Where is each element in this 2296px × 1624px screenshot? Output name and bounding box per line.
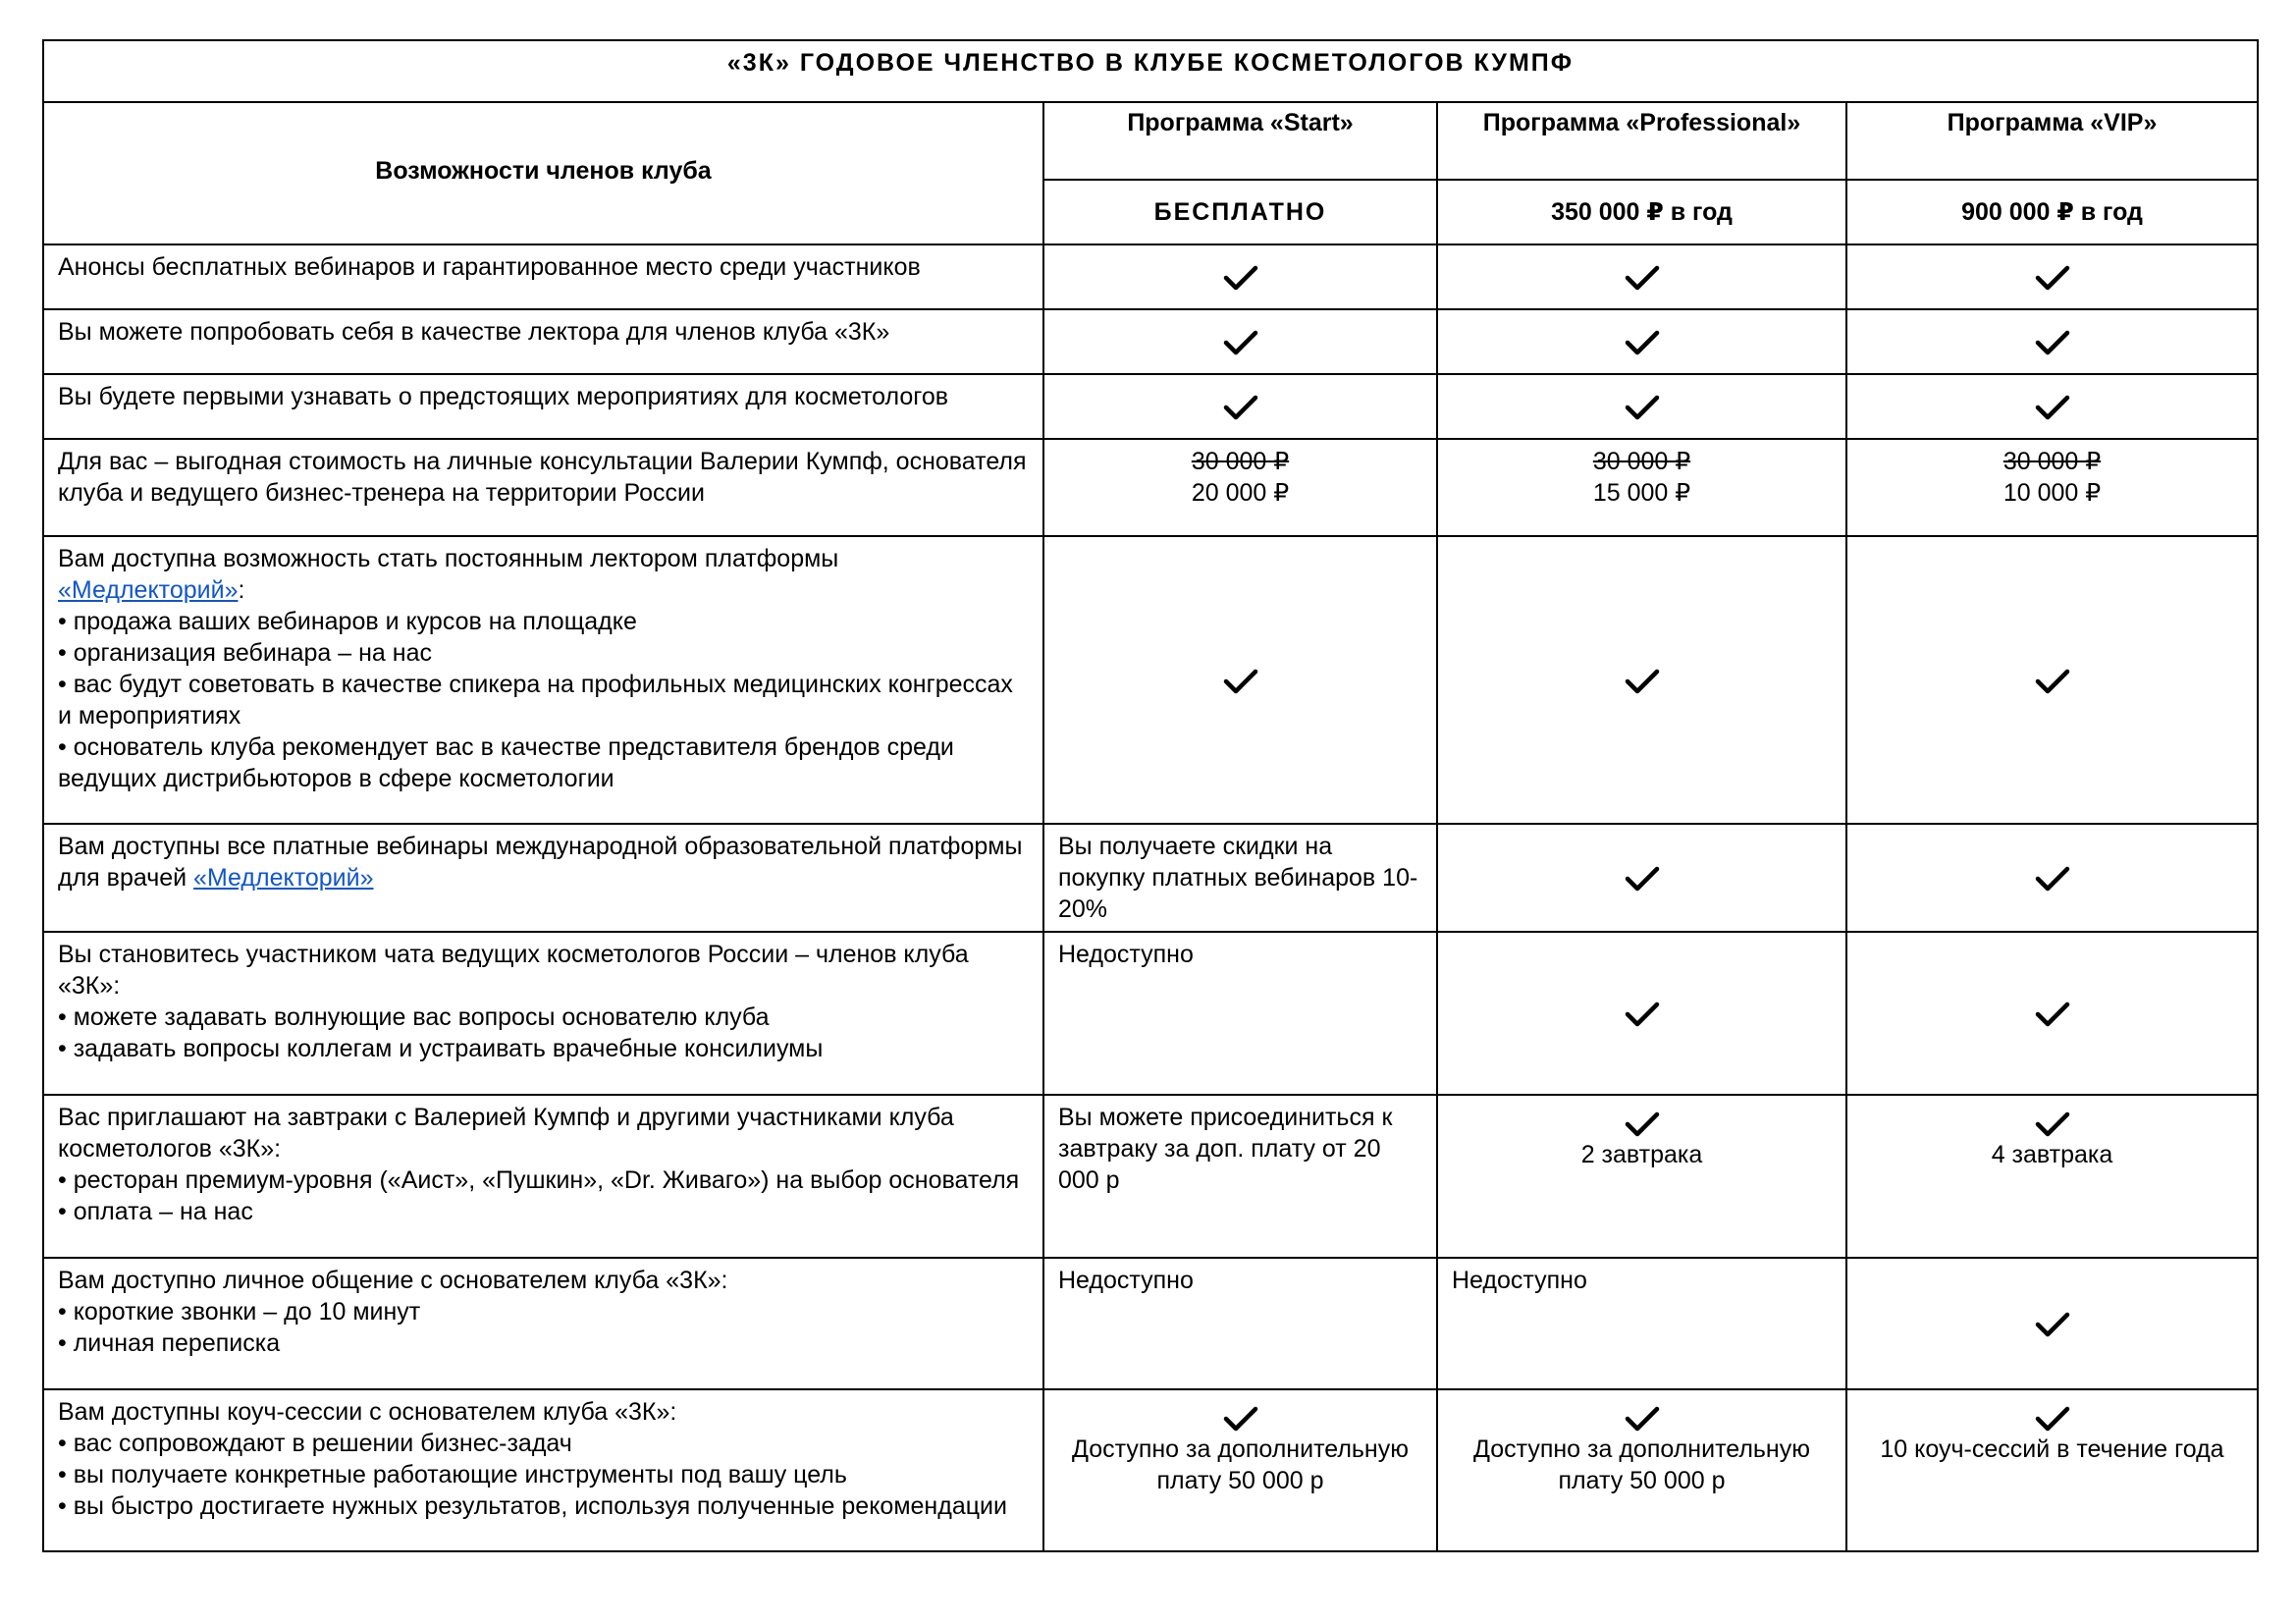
- medlektoriy-link[interactable]: «Медлекторий»: [193, 864, 374, 892]
- professional-cell: [1437, 824, 1846, 932]
- bullet-item: • личная переписка: [58, 1329, 281, 1357]
- bullet-item: • вы быстро достигаете нужных результатов, используя полученные рекомендации: [58, 1492, 1007, 1520]
- bullet-item: • основатель клуба рекомендует вас в качестве представителя брендов среди ведущих дистрибьюторов в сфере косметологии: [58, 733, 954, 792]
- table-row: [43, 536, 2258, 824]
- vip-cell: [1846, 1258, 2258, 1389]
- feature-cell: [43, 824, 1043, 932]
- check-icon: [2034, 1110, 2071, 1137]
- professional-cell: [1437, 932, 1846, 1095]
- feature-intro: Вам доступны коуч-сессии с основателем клуба «3К»:: [58, 1398, 677, 1426]
- feature-cell: [43, 932, 1043, 1095]
- check-icon: [1222, 393, 1259, 420]
- bullet-item: • вы получаете конкретные работающие инструменты под вашу цель: [58, 1461, 847, 1489]
- program-professional-name: Программа «Professional»: [1437, 102, 1846, 180]
- table-row: [43, 1095, 2258, 1258]
- vip-cell: [1846, 1389, 2258, 1551]
- vip-cell: [1846, 932, 2258, 1095]
- bullet-item: • оплата – на нас: [58, 1198, 253, 1225]
- table-row: [43, 1389, 2258, 1551]
- professional-cell: [1437, 374, 1846, 439]
- coaching-note: Доступно за дополнительную плату 50 000 р: [1071, 1435, 1409, 1495]
- bullet-item: • организация вебинара – на нас: [58, 639, 432, 667]
- vip-cell: [1846, 824, 2258, 932]
- table-row: [43, 439, 2258, 536]
- check-icon: [1624, 1110, 1661, 1137]
- features-header: Возможности членов клуба: [43, 102, 1043, 244]
- start-cell: Недоступно: [1043, 932, 1437, 1095]
- check-icon: [1222, 263, 1259, 291]
- vip-cell: [1846, 244, 2258, 309]
- start-cell: [1043, 1389, 1437, 1551]
- check-icon: [1624, 1000, 1661, 1027]
- check-icon: [1624, 328, 1661, 355]
- check-icon: [1222, 666, 1259, 693]
- new-price: 10 000 ₽: [2002, 479, 2102, 507]
- start-cell: [1043, 536, 1437, 824]
- feature-cell: Анонсы бесплатных вебинаров и гарантированное место среди участников: [43, 244, 1043, 309]
- feature-intro: Вы становитесь участником чата ведущих косметологов России – членов клуба «3К»:: [58, 941, 969, 1000]
- table-row: [43, 244, 2258, 309]
- feature-intro: Вам доступны все платные вебинары международной образовательной платформы для врачей: [58, 833, 1023, 892]
- program-start-price: БЕСПЛАТНО: [1043, 180, 1437, 244]
- bullet-item: • короткие звонки – до 10 минут: [58, 1298, 421, 1326]
- coaching-note: Доступно за дополнительную плату 50 000 р: [1472, 1435, 1810, 1495]
- vip-cell: [1846, 1095, 2258, 1258]
- bullet-item: • задавать вопросы коллегам и устраивать врачебные консилиумы: [58, 1035, 824, 1062]
- breakfast-count: 4 завтрака: [1991, 1141, 2113, 1169]
- medlektoriy-link[interactable]: «Медлекторий»: [58, 576, 239, 604]
- check-icon: [2034, 1000, 2071, 1027]
- start-cell: Недоступно: [1043, 1258, 1437, 1389]
- table-row: [43, 824, 2258, 932]
- coaching-note: 10 коуч-сессий в течение года: [1880, 1435, 2224, 1464]
- new-price: 15 000 ₽: [1592, 479, 1691, 507]
- program-start-name: Программа «Start»: [1043, 102, 1437, 180]
- feature-intro: Вас приглашают на завтраки с Валерией Кумпф и другими участниками клуба косметологов «3К»:: [58, 1104, 954, 1163]
- vip-cell: [1846, 439, 2258, 536]
- table-row: [43, 1258, 2258, 1389]
- program-vip-name: Программа «VIP»: [1846, 102, 2258, 180]
- title-row: [43, 40, 2258, 102]
- start-cell: Вы можете присоединиться к завтраку за доп. плату от 20 000 р: [1043, 1095, 1437, 1258]
- program-name-row: [43, 102, 2258, 180]
- check-icon: [2034, 393, 2071, 420]
- check-icon: [1624, 393, 1661, 420]
- breakfast-count: 2 завтрака: [1580, 1141, 1703, 1169]
- table-row: [43, 932, 2258, 1095]
- program-professional-price: 350 000 ₽ в год: [1437, 180, 1846, 244]
- feature-cell: Вы можете попробовать себя в качестве лектора для членов клуба «3К»: [43, 309, 1043, 374]
- vip-cell: [1846, 536, 2258, 824]
- professional-cell: [1437, 244, 1846, 309]
- new-price: 20 000 ₽: [1191, 479, 1290, 507]
- feature-cell: [43, 1258, 1043, 1389]
- check-icon: [1624, 1404, 1661, 1432]
- feature-cell: Для вас – выгодная стоимость на личные консультации Валерии Кумпф, основателя клуба и ведущего бизнес-тренера на территории России: [43, 439, 1043, 536]
- check-icon: [1624, 263, 1661, 291]
- feature-cell: [43, 536, 1043, 824]
- start-cell: [1043, 439, 1437, 536]
- check-icon: [2034, 666, 2071, 693]
- table-row: [43, 309, 2258, 374]
- colon: :: [238, 576, 245, 604]
- membership-table: [42, 39, 2259, 1552]
- professional-cell: [1437, 439, 1846, 536]
- bullet-item: • вас будут советовать в качестве спикера на профильных медицинских конгрессах и мероприятиях: [58, 671, 1013, 730]
- bullet-item: • продажа ваших вебинаров и курсов на площадке: [58, 608, 637, 635]
- start-cell: Вы получаете скидки на покупку платных вебинаров 10-20%: [1043, 824, 1437, 932]
- check-icon: [2034, 263, 2071, 291]
- old-price: 30 000 ₽: [1592, 448, 1691, 475]
- start-cell: [1043, 309, 1437, 374]
- check-icon: [2034, 1310, 2071, 1337]
- check-icon: [1222, 1404, 1259, 1432]
- check-icon: [1624, 864, 1661, 892]
- table-row: [43, 374, 2258, 439]
- start-cell: [1043, 244, 1437, 309]
- start-cell: [1043, 374, 1437, 439]
- vip-cell: [1846, 374, 2258, 439]
- old-price: 30 000 ₽: [1191, 448, 1290, 475]
- check-icon: [1222, 328, 1259, 355]
- program-vip-price: 900 000 ₽ в год: [1846, 180, 2258, 244]
- check-icon: [2034, 864, 2071, 892]
- check-icon: [1624, 666, 1661, 693]
- feature-cell: [43, 1389, 1043, 1551]
- check-icon: [2034, 328, 2071, 355]
- professional-cell: Недоступно: [1437, 1258, 1846, 1389]
- feature-intro: Вам доступна возможность стать постоянным лектором платформы: [58, 545, 839, 572]
- vip-cell: [1846, 309, 2258, 374]
- feature-intro: Вам доступно личное общение с основателем клуба «3К»:: [58, 1267, 728, 1294]
- table-title: «3К» ГОДОВОЕ ЧЛЕНСТВО В КЛУБЕ КОСМЕТОЛОГОВ КУМПФ: [43, 40, 2258, 102]
- check-icon: [2034, 1404, 2071, 1432]
- feature-cell: [43, 1095, 1043, 1258]
- professional-cell: [1437, 1095, 1846, 1258]
- professional-cell: [1437, 536, 1846, 824]
- feature-cell: Вы будете первыми узнавать о предстоящих мероприятиях для косметологов: [43, 374, 1043, 439]
- professional-cell: [1437, 1389, 1846, 1551]
- bullet-item: • вас сопровождают в решении бизнес-задач: [58, 1430, 572, 1457]
- bullet-item: • можете задавать волнующие вас вопросы основателю клуба: [58, 1003, 770, 1031]
- bullet-item: • ресторан премиум-уровня («Аист», «Пушкин», «Dr. Живаго») на выбор основателя: [58, 1166, 1020, 1194]
- professional-cell: [1437, 309, 1846, 374]
- old-price: 30 000 ₽: [2002, 448, 2102, 475]
